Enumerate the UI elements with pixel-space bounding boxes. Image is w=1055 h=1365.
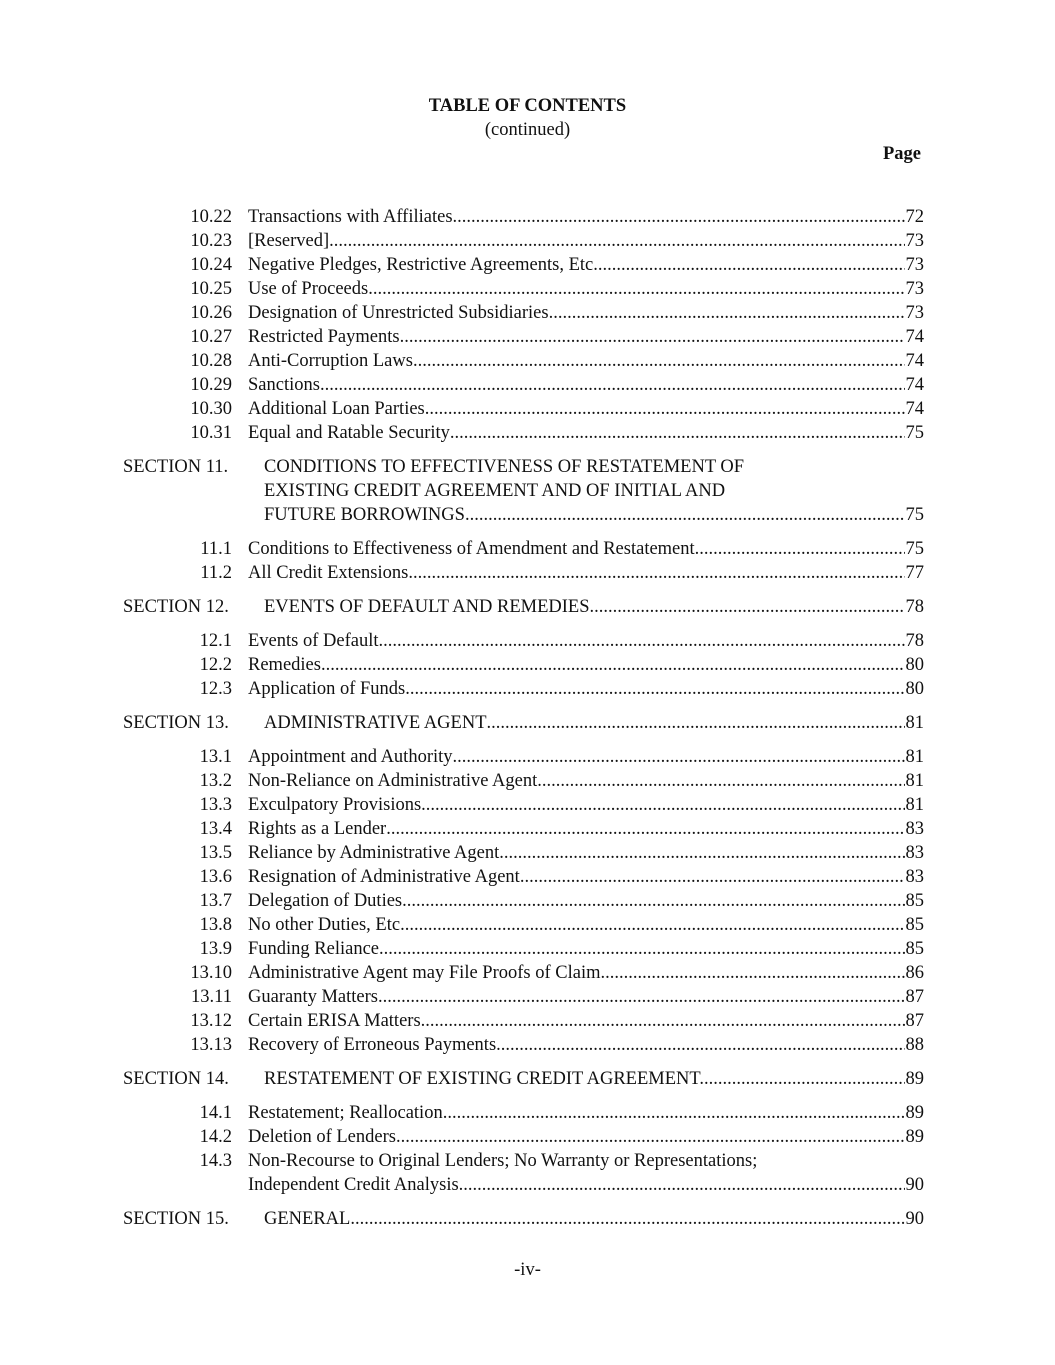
toc-entry-title: Transactions with Affiliates (248, 207, 453, 227)
toc-entry-page: 83 (905, 819, 924, 839)
dot-leader (487, 711, 905, 735)
toc-subsection-entry (0, 397, 1055, 421)
toc-entry-page: 73 (905, 279, 924, 299)
toc-entry-page: 81 (905, 747, 924, 767)
toc-entry-title: Guaranty Matters (248, 987, 378, 1007)
toc-entry-page: 81 (905, 713, 924, 733)
toc-subsection-entry (0, 817, 1055, 841)
toc-entry-number: 10.28 (190, 351, 232, 371)
toc-entry-title: RESTATEMENT OF EXISTING CREDIT AGREEMENT. (264, 1069, 704, 1089)
toc-entry-number: 11.2 (200, 563, 232, 583)
toc-entry-page: 75 (905, 505, 924, 525)
toc-entry-number: 10.27 (190, 327, 232, 347)
toc-entry-number: 13.9 (199, 939, 232, 959)
toc-entry-number: 13.13 (190, 1035, 232, 1055)
dot-leader (549, 301, 905, 325)
toc-entry-number: 10.22 (190, 207, 232, 227)
toc-entry-page: 78 (905, 631, 924, 651)
toc-entry-number: 14.1 (199, 1103, 232, 1123)
toc-entry-page: 73 (905, 231, 924, 251)
toc-entry-page: 89 (905, 1103, 924, 1123)
dot-leader (320, 373, 905, 397)
toc-subsection-entry (0, 677, 1055, 701)
dot-leader (496, 1033, 904, 1057)
dot-leader (453, 205, 905, 229)
toc-entry-title: Additional Loan Parties (248, 399, 425, 419)
toc-entry-title-line: Non-Recourse to Original Lenders; No Warranty or Representations; (248, 1151, 758, 1171)
toc-entry-page: 73 (905, 303, 924, 323)
toc-entry-number: 13.8 (199, 915, 232, 935)
toc-entry-page: 88 (905, 1035, 924, 1055)
toc-entry-title: Certain ERISA Matters. (248, 1011, 426, 1031)
toc-entry-title: Rights as a Lender (248, 819, 387, 839)
toc-entry-page: 74 (905, 399, 924, 419)
dot-leader (499, 841, 904, 865)
toc-entry-title: Equal and Ratable Security (248, 423, 450, 443)
toc-subsection-entry (0, 793, 1055, 817)
toc-entry-number: 10.30 (190, 399, 232, 419)
toc-entry-number: 14.3 (199, 1151, 232, 1171)
dot-leader (400, 325, 905, 349)
toc-subsection-entry (0, 769, 1055, 793)
toc-entry-page: 87 (905, 987, 924, 1007)
toc-section-entry (0, 455, 1055, 527)
toc-entry-page: 74 (905, 327, 924, 347)
toc-subsection-entry (0, 1101, 1055, 1125)
toc-entry-number: 13.2 (199, 771, 232, 791)
toc-entry-number: 10.31 (190, 423, 232, 443)
toc-subsection-entry (0, 421, 1055, 445)
toc-subsection-entry (0, 841, 1055, 865)
toc-entry-number: SECTION 14. (123, 1069, 229, 1089)
dot-leader (334, 229, 905, 253)
toc-section-entry (0, 711, 1055, 735)
toc-subsection-entry (0, 961, 1055, 985)
toc-entry-title: Recovery of Erroneous Payments (248, 1035, 497, 1055)
toc-entry-title: Restatement; Reallocation. (248, 1103, 448, 1123)
toc-entry-number: 13.4 (199, 819, 232, 839)
toc-entry-page: 83 (905, 843, 924, 863)
toc-entry-page: 85 (905, 891, 924, 911)
toc-subtitle: (continued) (484, 120, 571, 140)
toc-entry-number: 11.1 (200, 539, 232, 559)
toc-list (0, 205, 1055, 1231)
toc-entry-number: 10.25 (190, 279, 232, 299)
toc-subsection-entry (0, 985, 1055, 1009)
dot-leader (601, 961, 905, 985)
toc-entry-title: Negative Pledges, Restrictive Agreements, Etc (248, 255, 594, 275)
toc-entry-page: 81 (905, 795, 924, 815)
toc-entry-title-line: CONDITIONS TO EFFECTIVENESS OF RESTATEMENT OF (264, 457, 745, 477)
toc-entry-number: 14.2 (199, 1127, 232, 1147)
toc-entry-title: ADMINISTRATIVE AGENT (264, 713, 487, 733)
toc-entry-title: Designation of Unrestricted Subsidiaries (248, 303, 549, 323)
dot-leader (408, 561, 904, 585)
toc-entry-page: 89 (905, 1127, 924, 1147)
toc-entry-title: Delegation of Duties (248, 891, 403, 911)
toc-entry-title: Exculpatory Provisions (248, 795, 422, 815)
dot-leader (453, 745, 905, 769)
dot-leader (421, 793, 904, 817)
toc-entry-number: 13.11 (191, 987, 232, 1007)
toc-subsection-entry (0, 349, 1055, 373)
dot-leader (396, 1125, 905, 1149)
toc-entry-page: 80 (905, 679, 924, 699)
toc-entry-number: 10.23 (190, 231, 232, 251)
toc-entry-page: 81 (905, 771, 924, 791)
toc-entry-title: Application of Funds (248, 679, 406, 699)
toc-entry-page: 80 (905, 655, 924, 675)
toc-subsection-entry (0, 913, 1055, 937)
toc-subsection-entry (0, 1033, 1055, 1057)
toc-entry-title: Sanctions (248, 375, 320, 395)
toc-entry-number: 10.29 (190, 375, 232, 395)
toc-subsection-entry (0, 325, 1055, 349)
dot-leader (321, 653, 905, 677)
toc-entry-title: GENERAL. (264, 1209, 355, 1229)
dot-leader (537, 769, 904, 793)
toc-entry-page: 85 (905, 939, 924, 959)
toc-subsection-entry (0, 1149, 1055, 1197)
toc-entry-title: FUTURE BORROWINGS. (264, 505, 470, 525)
toc-subsection-entry (0, 561, 1055, 585)
toc-entry-number: 12.3 (199, 679, 232, 699)
dot-leader (413, 349, 905, 373)
toc-entry-title: All Credit Extensions (248, 563, 409, 583)
dot-leader (405, 677, 904, 701)
toc-entry-title: Conditions to Effectiveness of Amendment and Restatement (248, 539, 695, 559)
toc-entry-number: 13.7 (199, 891, 232, 911)
toc-entry-page: 87 (905, 1011, 924, 1031)
toc-entry-number: SECTION 15. (123, 1209, 229, 1229)
dot-leader (470, 503, 905, 527)
dot-leader (355, 1207, 905, 1231)
toc-entry-page: 72 (905, 207, 924, 227)
dot-leader (384, 937, 905, 961)
dot-leader (402, 889, 904, 913)
toc-entry-title: No other Duties, Etc (248, 915, 401, 935)
toc-entry-title: Reliance by Administrative Agent (248, 843, 500, 863)
dot-leader (593, 253, 904, 277)
toc-subsection-entry (0, 301, 1055, 325)
toc-entry-number: 13.12 (190, 1011, 232, 1031)
toc-subsection-entry (0, 229, 1055, 253)
dot-leader (459, 1173, 905, 1197)
toc-entry-title: Funding Reliance. (248, 939, 384, 959)
toc-entry-page: 74 (905, 375, 924, 395)
toc-entry-number: SECTION 13. (123, 713, 229, 733)
toc-entry-page: 90 (905, 1175, 924, 1195)
toc-entry-page: 75 (905, 423, 924, 443)
toc-entry-title: Resignation of Administrative Agent (248, 867, 520, 887)
dot-leader (368, 277, 904, 301)
dot-leader (450, 421, 905, 445)
toc-entry-number: 13.3 (199, 795, 232, 815)
toc-entry-page: 75 (905, 539, 924, 559)
toc-entry-number: 12.1 (199, 631, 232, 651)
toc-subsection-entry (0, 277, 1055, 301)
toc-entry-title: Anti-Corruption Laws (248, 351, 413, 371)
dot-leader (594, 595, 904, 619)
toc-entry-page: 85 (905, 915, 924, 935)
toc-subsection-entry (0, 205, 1055, 229)
toc-entry-title: Restricted Payments (248, 327, 400, 347)
dot-leader (379, 629, 905, 653)
toc-section-entry (0, 595, 1055, 619)
toc-entry-title: EVENTS OF DEFAULT AND REMEDIES. (264, 597, 595, 617)
page-number: -iv- (514, 1260, 541, 1280)
toc-entry-page: 73 (905, 255, 924, 275)
toc-subsection-entry (0, 889, 1055, 913)
toc-entry-number: 10.26 (190, 303, 232, 323)
toc-entry-title: Non-Reliance on Administrative Agent (248, 771, 538, 791)
toc-entry-page: 86 (905, 963, 924, 983)
toc-entry-title: Deletion of Lenders (248, 1127, 396, 1147)
toc-subsection-entry (0, 253, 1055, 277)
page-column-label: Page (882, 144, 921, 164)
toc-subsection-entry (0, 629, 1055, 653)
toc-subsection-entry (0, 537, 1055, 561)
toc-entry-page: 74 (905, 351, 924, 371)
toc-entry-page: 89 (905, 1069, 924, 1089)
dot-leader (520, 865, 905, 889)
toc-subsection-entry (0, 745, 1055, 769)
toc-entry-title: [Reserved]. (248, 231, 334, 251)
toc-entry-page: 77 (905, 563, 924, 583)
toc-subsection-entry (0, 653, 1055, 677)
toc-entry-page: 78 (905, 597, 924, 617)
toc-section-entry (0, 1067, 1055, 1091)
dot-leader (447, 1101, 904, 1125)
toc-entry-title: Use of Proceeds (248, 279, 369, 299)
toc-entry-title: Administrative Agent may File Proofs of Claim (248, 963, 601, 983)
toc-entry-number: SECTION 12. (123, 597, 229, 617)
toc-entry-page: 90 (905, 1209, 924, 1229)
toc-entry-number: 12.2 (199, 655, 232, 675)
toc-entry-number: 13.6 (199, 867, 232, 887)
toc-entry-title: Events of Default (248, 631, 379, 651)
toc-subsection-entry (0, 373, 1055, 397)
toc-entry-page: 83 (905, 867, 924, 887)
toc-subsection-entry (0, 1009, 1055, 1033)
dot-leader (704, 1067, 905, 1091)
toc-entry-title: Appointment and Authority (248, 747, 453, 767)
dot-leader (378, 985, 905, 1009)
dot-leader (386, 817, 904, 841)
toc-entry-number: SECTION 11. (123, 457, 229, 477)
toc-entry-title: Independent Credit Analysis (248, 1175, 459, 1195)
toc-subsection-entry (0, 937, 1055, 961)
toc-subsection-entry (0, 1125, 1055, 1149)
toc-entry-number: 10.24 (190, 255, 232, 275)
toc-entry-title-line: EXISTING CREDIT AGREEMENT AND OF INITIAL AND (264, 481, 726, 501)
dot-leader (425, 397, 905, 421)
toc-subsection-entry (0, 865, 1055, 889)
toc-entry-number: 13.5 (199, 843, 232, 863)
toc-section-entry (0, 1207, 1055, 1231)
dot-leader (400, 913, 904, 937)
toc-entry-title: Remedies (248, 655, 321, 675)
toc-entry-number: 13.10 (190, 963, 232, 983)
toc-entry-number: 13.1 (199, 747, 232, 767)
dot-leader (695, 537, 905, 561)
toc-title: TABLE OF CONTENTS (428, 96, 627, 116)
dot-leader (425, 1009, 904, 1033)
